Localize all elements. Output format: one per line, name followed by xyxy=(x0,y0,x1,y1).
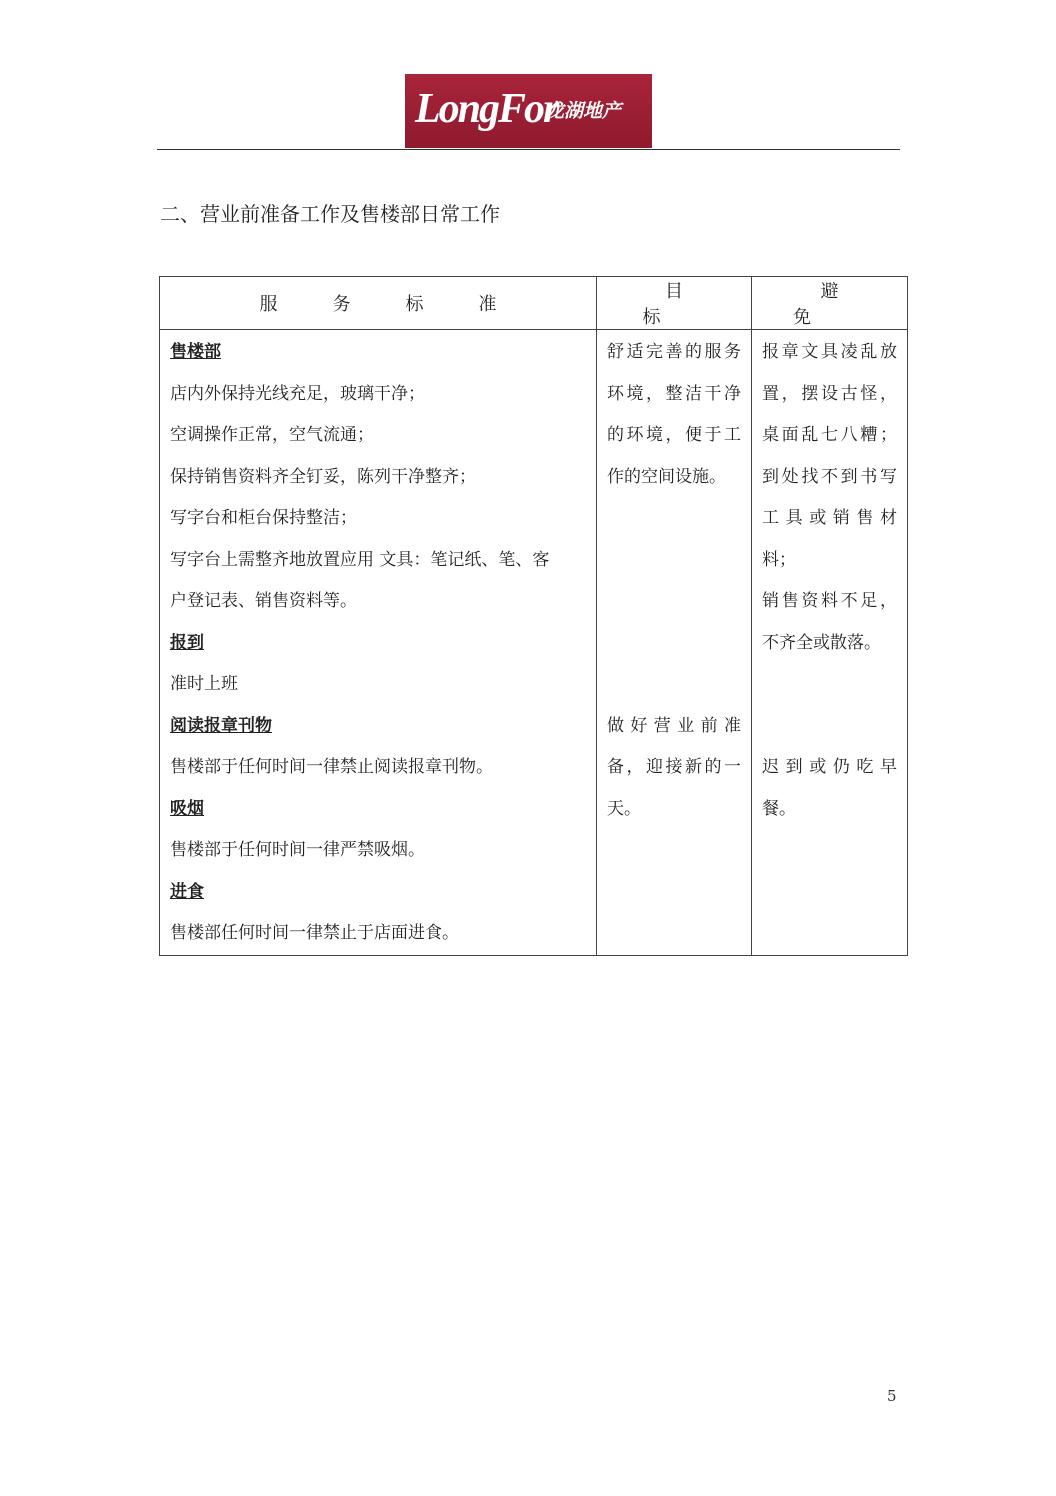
standard-item: 准时上班 xyxy=(170,674,238,694)
company-logo xyxy=(405,74,652,148)
avoid-line: 迟到或仍吃早 xyxy=(762,757,897,777)
header-divider xyxy=(157,149,900,150)
goal-line: 备，迎接新的一 xyxy=(607,757,741,777)
logo-chinese-text: 龙湖地产 xyxy=(545,100,622,122)
avoid-line: 置，摆设古怪， xyxy=(762,383,897,404)
avoid-line: 到处找不到书写 xyxy=(762,466,897,487)
avoid-line: 桌面乱七八糟； xyxy=(762,425,897,445)
heading-eating: 进食 xyxy=(170,881,204,902)
standard-item: 售楼部于任何时间一律禁止阅读报章刊物。 xyxy=(170,757,493,777)
heading-report-in: 报到 xyxy=(170,632,204,653)
goal-line: 天。 xyxy=(607,798,641,819)
goal-line: 舒适完善的服务 xyxy=(607,342,741,362)
logo-latin-text: LongFor xyxy=(415,86,558,132)
standard-item: 写字台上需整齐地放置应用 文具：笔记纸、笔、客 xyxy=(170,549,550,570)
standard-item: 售楼部任何时间一律禁止于店面进食。 xyxy=(170,923,459,943)
standard-item: 空调操作正常，空气流通； xyxy=(170,425,374,445)
table-header-row xyxy=(160,277,908,330)
heading-smoking: 吸烟 xyxy=(170,798,204,819)
goal-line: 环境，整洁干净 xyxy=(607,383,741,404)
header-service-standard: 服务标准 xyxy=(160,277,597,330)
heading-sales-office: 售楼部 xyxy=(170,342,221,362)
avoid-line: 餐。 xyxy=(762,798,796,819)
table-body-row xyxy=(160,330,908,956)
avoid-line: 报章文具凌乱放 xyxy=(762,342,897,362)
goal-line: 的环境，便于工 xyxy=(607,425,741,445)
standards-cell xyxy=(160,330,597,956)
goal-line: 作的空间设施。 xyxy=(607,466,726,487)
page-number: 5 xyxy=(887,1387,897,1405)
avoid-line: 工具或销售材 xyxy=(762,508,897,528)
heading-reading: 阅读报章刊物 xyxy=(170,715,272,736)
goal-line: 做好营业前准 xyxy=(607,715,741,736)
header-goal: 目标 xyxy=(597,277,752,330)
avoid-line: 销售资料不足， xyxy=(762,591,897,611)
standard-item: 售楼部于任何时间一律严禁吸烟。 xyxy=(170,840,425,860)
avoid-line: 料； xyxy=(762,549,796,570)
goals-cell xyxy=(597,330,752,956)
standard-item: 写字台和柜台保持整洁； xyxy=(170,508,357,528)
avoid-line: 不齐全或散落。 xyxy=(762,632,881,653)
avoid-cell xyxy=(752,330,908,956)
header-avoid: 避免 xyxy=(752,277,908,330)
standard-item: 户登记表、销售资料等。 xyxy=(170,591,357,611)
standard-item: 保持销售资料齐全钉妥，陈列干净整齐； xyxy=(170,466,476,487)
section-title: 二、营业前准备工作及售楼部日常工作 xyxy=(160,202,500,226)
standard-item: 店内外保持光线充足，玻璃干净； xyxy=(170,383,425,404)
service-standards-table xyxy=(159,276,908,956)
